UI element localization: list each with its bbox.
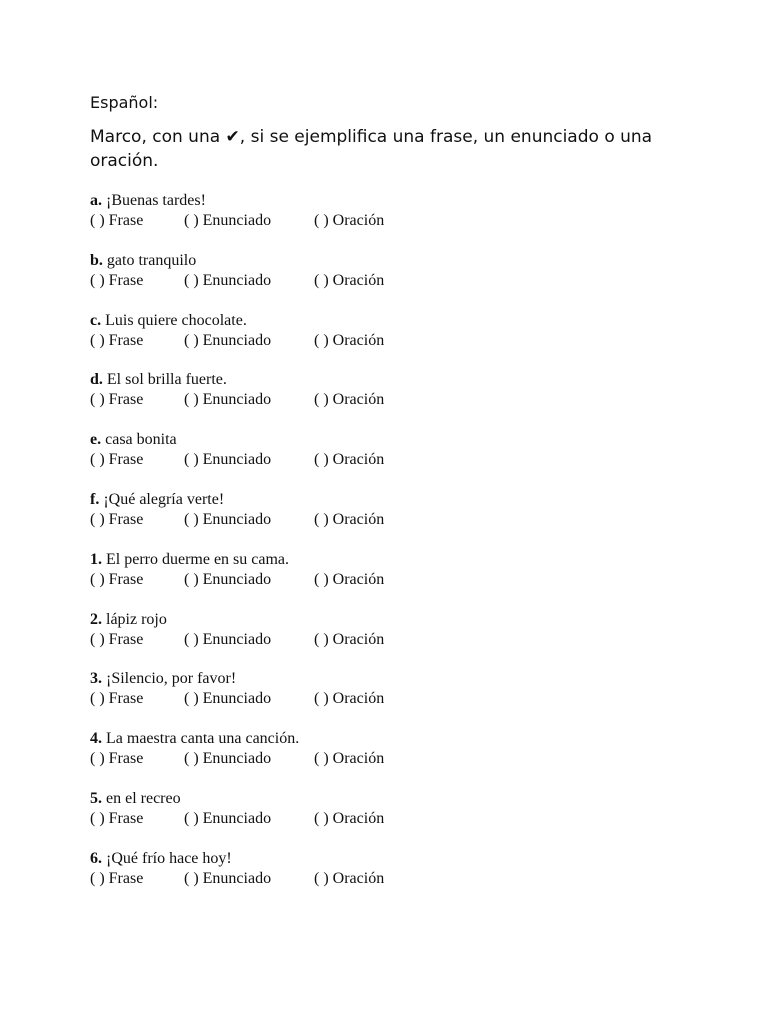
option-oracion[interactable]: ( ) Oración — [314, 331, 385, 349]
exercise-item — [90, 251, 710, 311]
exercise-text: El sol brilla fuerte. — [106, 371, 227, 389]
exercise-sentence — [90, 849, 710, 869]
worksheet — [90, 92, 710, 909]
answer-options — [90, 450, 710, 470]
exercise-text: ¡Buenas tardes! — [106, 192, 206, 209]
exercise-label: 4. — [90, 730, 102, 748]
option-oracion[interactable]: ( ) Oración — [314, 212, 385, 229]
exercise-text: Luis quiere chocolate. — [105, 311, 247, 329]
answer-options — [90, 749, 710, 769]
option-enunciado[interactable]: ( ) Enunciado — [184, 690, 272, 708]
exercise-label: 5. — [90, 789, 102, 807]
option-frase[interactable]: ( ) Frase — [90, 331, 144, 349]
option-oracion[interactable]: ( ) Oración — [314, 690, 385, 708]
option-oracion[interactable]: ( ) Oración — [314, 630, 385, 648]
answer-options — [90, 809, 710, 829]
exercise-sentence — [90, 490, 710, 510]
exercise-label: e. — [90, 431, 102, 449]
option-enunciado[interactable]: ( ) Enunciado — [184, 809, 272, 827]
exercise-item — [90, 430, 710, 490]
answer-options — [90, 570, 710, 590]
exercise-text: ¡Silencio, por favor! — [106, 670, 237, 688]
option-frase[interactable]: ( ) Frase — [90, 212, 144, 229]
exercise-label: 2. — [90, 610, 102, 628]
option-enunciado[interactable]: ( ) Enunciado — [184, 630, 272, 648]
exercise-sentence — [90, 550, 710, 570]
option-frase[interactable]: ( ) Frase — [90, 630, 144, 648]
exercise-item — [90, 191, 710, 251]
exercise-text: La maestra canta una canción. — [106, 730, 300, 748]
exercise-label: f. — [90, 490, 100, 508]
option-frase[interactable]: ( ) Frase — [90, 809, 144, 827]
option-oracion[interactable]: ( ) Oración — [314, 451, 385, 469]
exercise-sentence — [90, 669, 710, 689]
option-oracion[interactable]: ( ) Oración — [314, 510, 385, 528]
exercise-item — [90, 311, 710, 371]
option-oracion[interactable]: ( ) Oración — [314, 750, 385, 768]
option-enunciado[interactable]: ( ) Enunciado — [184, 331, 272, 349]
option-oracion[interactable]: ( ) Oración — [314, 271, 385, 289]
option-oracion[interactable]: ( ) Oración — [314, 869, 385, 887]
exercise-label: 1. — [90, 550, 102, 568]
answer-options — [90, 869, 710, 889]
option-enunciado[interactable]: ( ) Enunciado — [184, 869, 272, 887]
option-enunciado[interactable]: ( ) Enunciado — [184, 271, 272, 289]
exercise-sentence — [90, 789, 710, 809]
exercise-label: 6. — [90, 849, 102, 867]
exercise-sentence — [90, 370, 710, 390]
exercise-list — [90, 191, 710, 909]
exercise-sentence — [90, 610, 710, 630]
option-oracion[interactable]: ( ) Oración — [314, 570, 385, 588]
exercise-sentence — [90, 311, 710, 331]
answer-options — [90, 390, 710, 410]
option-enunciado[interactable]: ( ) Enunciado — [184, 451, 272, 469]
option-frase[interactable]: ( ) Frase — [90, 690, 144, 708]
exercise-item — [90, 490, 710, 550]
answer-options — [90, 211, 710, 231]
option-frase[interactable]: ( ) Frase — [90, 271, 144, 289]
exercise-text: lápiz rojo — [106, 610, 167, 628]
exercise-item — [90, 610, 710, 670]
exercise-text: ¡Qué alegría verte! — [103, 490, 225, 508]
subject-heading: Español: — [90, 93, 159, 112]
answer-options — [90, 510, 710, 530]
instructions-text: Marco, con una ✔, si se ejemplifica una frase, un enunciado o una oración. — [90, 127, 653, 171]
option-enunciado[interactable]: ( ) Enunciado — [184, 212, 272, 229]
exercise-sentence — [90, 729, 710, 749]
exercise-text: gato tranquilo — [106, 251, 197, 269]
answer-options — [90, 689, 710, 709]
exercise-sentence — [90, 430, 710, 450]
option-enunciado[interactable]: ( ) Enunciado — [184, 570, 272, 588]
option-frase[interactable]: ( ) Frase — [90, 750, 144, 768]
exercise-label: 3. — [90, 670, 102, 688]
option-frase[interactable]: ( ) Frase — [90, 869, 144, 887]
option-enunciado[interactable]: ( ) Enunciado — [184, 391, 272, 409]
exercise-label: c. — [90, 311, 102, 329]
answer-options — [90, 271, 710, 291]
exercise-text: El perro duerme en su cama. — [106, 550, 290, 568]
option-frase[interactable]: ( ) Frase — [90, 570, 144, 588]
exercise-text: ¡Qué frío hace hoy! — [106, 849, 232, 867]
exercise-item — [90, 370, 710, 430]
option-frase[interactable]: ( ) Frase — [90, 451, 144, 469]
exercise-label: b. — [90, 251, 103, 269]
option-enunciado[interactable]: ( ) Enunciado — [184, 510, 272, 528]
option-enunciado[interactable]: ( ) Enunciado — [184, 750, 272, 768]
exercise-sentence — [90, 191, 710, 211]
answer-options — [90, 630, 710, 650]
exercise-text: en el recreo — [106, 789, 181, 807]
exercise-item — [90, 849, 710, 909]
answer-options — [90, 331, 710, 351]
option-oracion[interactable]: ( ) Oración — [314, 809, 385, 827]
exercise-sentence — [90, 251, 710, 271]
exercise-item — [90, 729, 710, 789]
exercise-item — [90, 789, 710, 849]
exercise-item — [90, 669, 710, 729]
exercise-item — [90, 550, 710, 610]
exercise-label: d. — [90, 371, 103, 389]
option-frase[interactable]: ( ) Frase — [90, 391, 144, 409]
exercise-label: a. — [90, 192, 102, 209]
option-frase[interactable]: ( ) Frase — [90, 510, 144, 528]
option-oracion[interactable]: ( ) Oración — [314, 391, 385, 409]
exercise-text: casa bonita — [105, 431, 177, 449]
